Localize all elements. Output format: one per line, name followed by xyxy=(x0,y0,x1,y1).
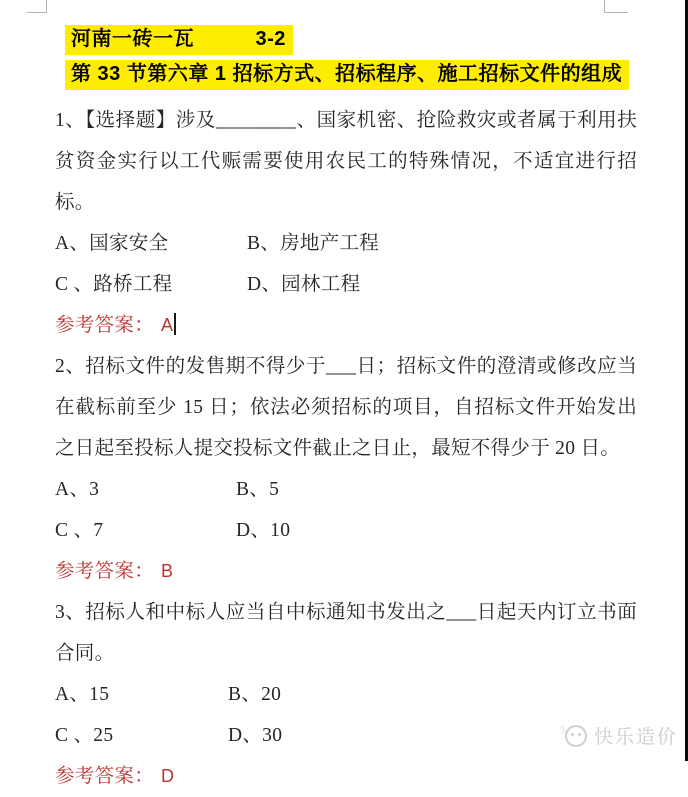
watermark xyxy=(556,722,678,749)
question-1-options-row-2 xyxy=(55,264,637,305)
question-1-answer-label: 参考答案： xyxy=(55,315,155,336)
question-3-answer-value: D xyxy=(161,766,175,786)
sparkle-icon: 彡 xyxy=(556,723,569,736)
question-3-option-b: B、20 xyxy=(228,684,282,705)
question-3-answer-line xyxy=(55,756,637,797)
question-1-answer-line xyxy=(55,305,637,346)
question-2-options-row-1 xyxy=(55,469,637,510)
question-2-answer-label: 参考答案： xyxy=(55,561,155,582)
text-boundary-mark-top-right xyxy=(604,0,628,13)
question-1-option-d: D、园林工程 xyxy=(247,274,361,295)
happy-cost-logo-icon xyxy=(556,723,587,747)
question-1-option-a: A、国家安全 xyxy=(55,233,169,254)
question-1-option-b: B、房地产工程 xyxy=(247,233,380,254)
question-2-option-d: D、10 xyxy=(236,520,291,541)
text-cursor xyxy=(174,313,176,335)
question-3-option-c: C 、25 xyxy=(55,725,114,746)
question-1-text: 1、【选择题】涉及________、国家机密、抢险救灾或者属于利用扶贫资金实行以工代赈需要使用农民工的特殊情况，不适宜进行招标。 xyxy=(55,110,637,213)
question-1-options-row-1 xyxy=(55,223,637,264)
question-3-answer-label: 参考答案： xyxy=(55,766,155,787)
question-3-text: 3、招标人和中标人应当自中标通知书发出之___日起天内订立书面合同。 xyxy=(55,602,637,664)
question-2-option-a: A、3 xyxy=(55,479,100,500)
watermark-text: 快乐造价 xyxy=(593,727,678,748)
question-3-option-d: D、30 xyxy=(228,725,283,746)
text-boundary-mark-top-left xyxy=(27,0,47,13)
question-2-options-row-2 xyxy=(55,510,637,551)
question-2-option-c: C 、7 xyxy=(55,520,104,541)
document-text-area[interactable] xyxy=(55,20,637,797)
question-1-option-c: C 、路桥工程 xyxy=(55,274,173,295)
question-1-answer-value: A xyxy=(161,315,174,335)
question-2-text: 2、招标文件的发售期不得少于___日；招标文件的澄清或修改应当在截标前至少 15 日；依法必须招标的项目，自招标文件开始发出之日起至投标人提交投标文件截止之日止，最短不得少于 20 日。 xyxy=(55,356,637,459)
question-2-answer-line xyxy=(55,551,637,592)
question-2-option-b: B、5 xyxy=(236,479,280,500)
question-2 xyxy=(55,346,637,592)
series-title: 河南一砖一瓦 3-2 xyxy=(65,25,293,55)
section-title-row xyxy=(55,60,637,90)
section-title: 第 33 节第六章 1 招标方式、招标程序、施工招标文件的组成 xyxy=(65,60,629,90)
question-3-options-row-2 xyxy=(55,715,637,756)
question-3 xyxy=(55,592,637,797)
question-3-option-a: A、15 xyxy=(55,684,110,705)
series-title-row xyxy=(55,25,637,55)
question-1 xyxy=(55,100,637,346)
question-2-answer-value: B xyxy=(161,561,174,581)
question-3-options-row-1 xyxy=(55,674,637,715)
